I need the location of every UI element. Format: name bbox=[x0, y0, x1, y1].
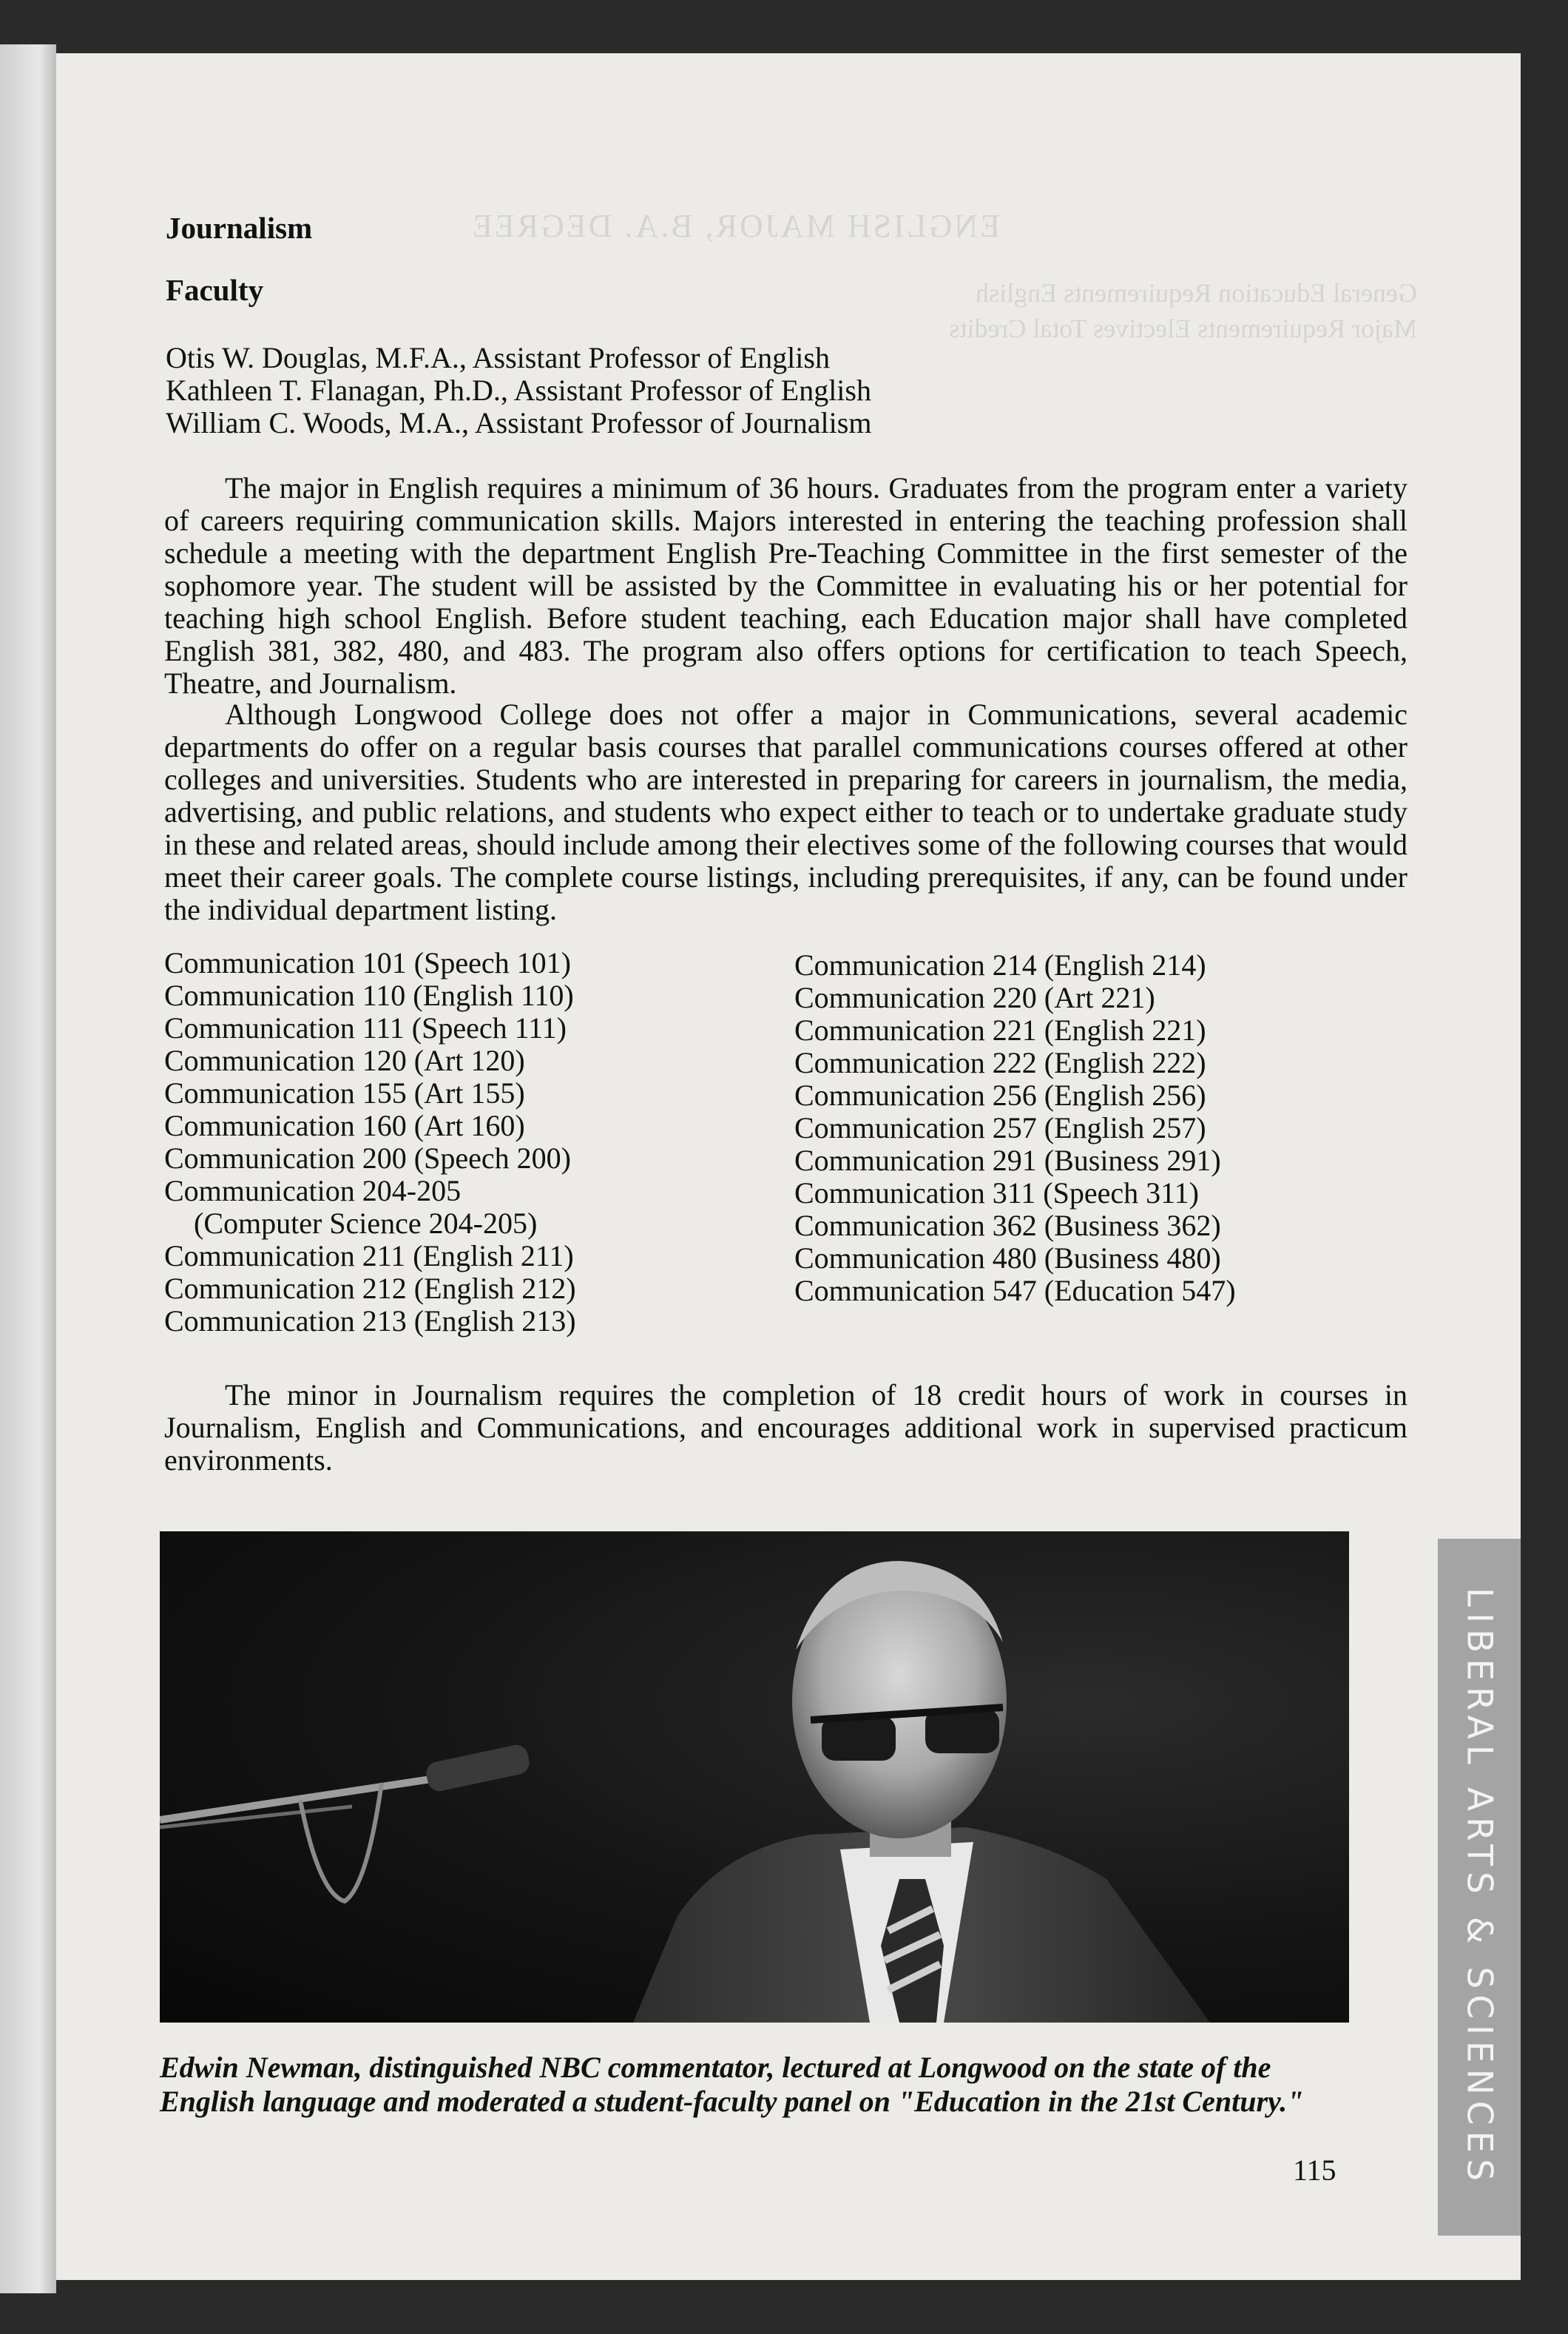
course-item: Communication 155 (Art 155) bbox=[164, 1076, 525, 1110]
minor-paragraph: The minor in Journalism requires the completion of 18 credit hours of work in courses in Journalism, English and Communications, and encourages additional work in supervised practicum environments. bbox=[164, 1378, 1408, 1477]
newman-photograph bbox=[160, 1531, 1349, 2023]
course-item: Communication 110 (English 110) bbox=[164, 979, 574, 1012]
course-item: Communication 213 (English 213) bbox=[164, 1304, 576, 1338]
photo-caption: Edwin Newman, distinguished NBC commentator, lectured at Longwood on the state of the English language and moderated a student-faculty panel on "Education in the 21st Century." bbox=[160, 2051, 1304, 2118]
photo-illustration bbox=[160, 1531, 1349, 2023]
course-item: Communication 220 (Art 221) bbox=[794, 981, 1155, 1014]
course-item: Communication 160 (Art 160) bbox=[164, 1109, 525, 1142]
course-item: Communication 111 (Speech 111) bbox=[164, 1011, 567, 1045]
faculty-heading: Faculty bbox=[166, 273, 264, 307]
course-item: Communication 212 (English 212) bbox=[164, 1272, 576, 1305]
course-item-continuation: (Computer Science 204-205) bbox=[194, 1207, 538, 1240]
major-description-paragraph: The major in English requires a minimum of 36 hours. Graduates from the program enter a variety of careers requiring communication skills. Majors interested in entering the teaching profession shall schedule a meeting with the department English Pre-Teaching Committee in the first semester of the sophomore year. The student will be assisted by the Committee in evaluating his or her potential for teaching high school English. Before student teaching, each Education major shall have completed English 381, 382, 480, and 483. The program also offers options for certification to teach Speech, Theatre, and Journalism. bbox=[164, 471, 1408, 700]
communications-paragraph: Although Longwood College does not offer a major in Communications, several academic departments do offer on a regular basis courses that parallel communications courses offered at other colleges and universities. Students who are interested in preparing for careers in journalism, the media, advertising, and public relations, and students who expect either to teach or to undertake graduate study in these and related areas, should include among their electives some of the following courses that would meet their career goals. The complete course listings, including prerequisites, if any, can be found under the individual department listing. bbox=[164, 698, 1408, 926]
faculty-list bbox=[166, 342, 871, 439]
course-list-left bbox=[164, 947, 576, 1338]
course-item: Communication 211 (English 211) bbox=[164, 1239, 574, 1272]
faculty-member: William C. Woods, M.A., Assistant Professor of Journalism bbox=[166, 406, 872, 439]
course-item: Communication 480 (Business 480) bbox=[794, 1241, 1221, 1275]
course-item: Communication 256 (English 256) bbox=[794, 1079, 1206, 1112]
faculty-member: Otis W. Douglas, M.F.A., Assistant Professor of English bbox=[166, 341, 830, 374]
section-heading: Journalism bbox=[166, 211, 313, 245]
course-item: Communication 291 (Business 291) bbox=[794, 1144, 1221, 1177]
course-item: Communication 204-205 bbox=[164, 1174, 462, 1207]
course-item: Communication 311 (Speech 311) bbox=[794, 1176, 1199, 1210]
page-number: 115 bbox=[1293, 2153, 1336, 2187]
course-item: Communication 214 (English 214) bbox=[794, 948, 1206, 982]
course-item: Communication 362 (Business 362) bbox=[794, 1209, 1221, 1242]
course-item: Communication 222 (English 222) bbox=[794, 1046, 1206, 1079]
course-item: Communication 547 (Education 547) bbox=[794, 1274, 1236, 1307]
course-item: Communication 200 (Speech 200) bbox=[164, 1141, 571, 1175]
catalog-page: ENGLISH MAJOR, B.A. DEGREE General Education Requirements English Major Requirements Electives Total Credits Journalism Faculty Otis W. Douglas, M.F.A., Assistant Professor of English Kathleen T. Flanagan, Ph.D., Assistant Professor of English William C. Woods, M.A., Assistant Professor of Journalism The major in English requires a minimum of 36 hours. Graduates from the program enter a variety of careers requiring communication skills. Majors interested in entering the teaching profession shall schedule a meeting with the department English Pre-Teaching Committee in the first semester of the sophomore year. The student will be assisted by the Committee in evaluating his or her potential for teaching high school English. Before student teaching, each Education major shall have completed English 381, 382, 480, and 483. The program also offers options for certification to teach Speech, Theatre, and Journalism. Although Longwood College does not offer a major in Communications, several academic departments do offer on a regular basis courses that parallel communications courses offered at other colleges and universities. Students who are interested in preparing for careers in journalism, the media, advertising, and public relations, and students who expect either to teach or to undertake graduate study in these and related areas, should include among their electives some of the following courses that would meet their career goals. The complete course listings, including prerequisites, if any, can be found under the individual department listing. Communication 101 (Speech 101) Communication 110 (English 110) Communication 111 (Speech 111) Communication 120 (Art 120) Communication 155 (Art 155) Communication 160 (Art 160) Communication 200 (Speech 200) Communication 204-205 (Computer Science 204-205) Communication 211 (English 211) Communication 212 (English 212) Communication 213 (English 213) Communication 214 (English 214) Communication 220 (Art 221) Communication 221 (English 221) Communication 222 (English 222) Communication 256 (English 256) Communication 257 (English 257) Communication 291 (Business 291) Communication 311 (Speech 311) Communication 362 (Business 362) Communication 480 (Business 480) Communication 547 (Education 547) The minor in Journalism requires the completion of 18 credit hours of work in courses in Journalism, English and Communications, and encourages additional work in supervised practicum environments. Edwin Newman, distinguished NBC commentator, lectured at Longwood on the state of the English language and moderated a student-faculty panel on "Education in the 21st Century." 115 LIBERAL ARTS & SCIENCES bbox=[56, 53, 1521, 2280]
course-item: Communication 257 (English 257) bbox=[794, 1111, 1206, 1144]
side-tab-label: LIBERAL ARTS & SCIENCES bbox=[1459, 1587, 1500, 2188]
section-side-tab bbox=[1438, 1539, 1521, 2236]
course-item: Communication 101 (Speech 101) bbox=[164, 946, 571, 979]
course-item: Communication 120 (Art 120) bbox=[164, 1044, 525, 1077]
faculty-member: Kathleen T. Flanagan, Ph.D., Assistant Professor of English bbox=[166, 374, 871, 407]
course-list-right bbox=[794, 949, 1236, 1307]
adjacent-page-edge bbox=[0, 44, 56, 2293]
course-item: Communication 221 (English 221) bbox=[794, 1013, 1206, 1047]
